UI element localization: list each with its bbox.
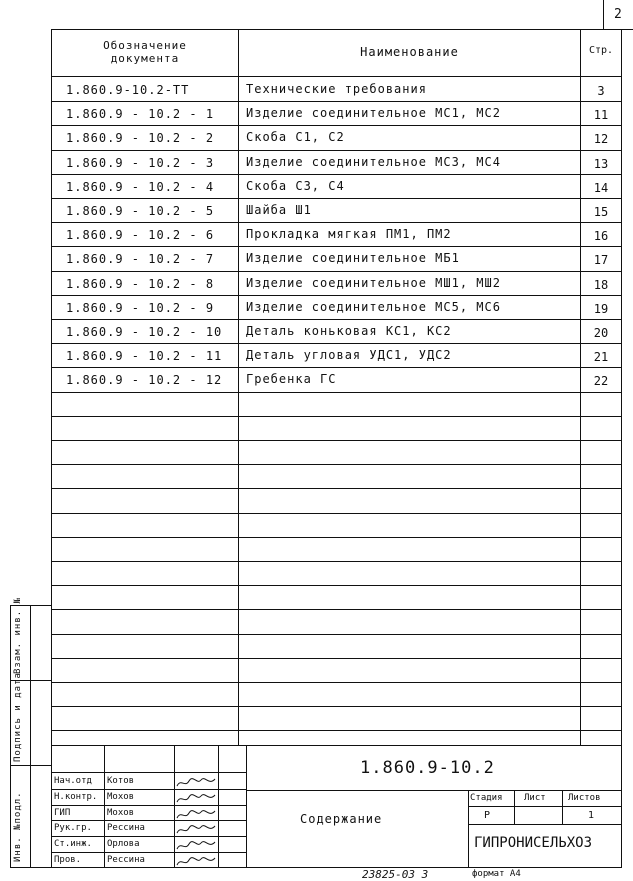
side-label-vzam-inv: Взам. инв. № <box>13 596 23 674</box>
format-label: формат А4 <box>472 869 521 879</box>
signature-row <box>51 836 246 852</box>
row-name: Технические требования <box>246 82 427 96</box>
signature-row <box>51 852 246 868</box>
row-name: Изделие соединительное МБ1 <box>246 251 460 265</box>
row-name: Гребенка ГС <box>246 372 337 386</box>
sheet-label: Лист <box>524 793 546 803</box>
row-name: Прокладка мягкая ПМ1, ПМ2 <box>246 227 452 241</box>
row-page: 3 <box>597 84 605 98</box>
row-name: Скоба С3, С4 <box>246 179 345 193</box>
row-code: 1.860.9 - 10.2 - 9 <box>66 301 215 315</box>
signature-name: Орлова <box>107 839 140 849</box>
table-row <box>52 271 621 295</box>
row-code: 1.860.9 - 10.2 - 4 <box>66 180 215 194</box>
row-page: 16 <box>593 229 609 243</box>
row-name: Изделие соединительное МС5, МС6 <box>246 300 501 314</box>
table-row <box>52 367 621 391</box>
signature-role: Рук.гр. <box>54 823 92 833</box>
row-page: 15 <box>593 205 609 219</box>
row-name: Изделие соединительное МС1, МС2 <box>246 106 501 120</box>
table-row <box>52 246 621 270</box>
header-designation-line1: Обозначение <box>103 39 187 52</box>
sheets-label: Листов <box>568 793 601 803</box>
row-page: 12 <box>593 132 609 146</box>
handwritten-signature-icon <box>175 837 220 850</box>
row-page: 19 <box>593 302 609 316</box>
handwritten-signature-icon <box>175 806 220 819</box>
table-row <box>52 77 621 101</box>
doc-title: Содержание <box>300 812 383 826</box>
header-designation <box>52 40 238 64</box>
row-code: 1.860.9 - 10.2 - 12 <box>66 373 223 387</box>
signature-row <box>51 820 246 836</box>
side-label-inv-orig: Инв. №подл. <box>13 791 23 862</box>
signature-row <box>51 789 246 805</box>
signature-name: Мохов <box>107 808 135 818</box>
row-code: 1.860.9 - 10.2 - 11 <box>66 349 223 363</box>
signature-role: Пров. <box>54 855 82 865</box>
side-label-sign-date: Подпись и дата <box>13 672 23 762</box>
signature-role: Нач.отд <box>54 776 92 786</box>
stage-value: Р <box>484 810 491 821</box>
organization-name: ГИПРОНИСЕЛЬХОЗ <box>474 835 593 851</box>
signature-name: Рессина <box>107 855 145 865</box>
table-row <box>52 125 621 149</box>
signature-role: Ст.инж. <box>54 839 92 849</box>
table-row <box>52 174 621 198</box>
row-page: 20 <box>593 326 609 340</box>
row-page: 11 <box>593 108 609 122</box>
table-row <box>52 343 621 367</box>
row-page: 18 <box>593 278 609 292</box>
row-name: Деталь коньковая КС1, КС2 <box>246 324 452 338</box>
signature-name: Рессина <box>107 823 145 833</box>
row-code: 1.860.9-10.2-ТТ <box>66 83 190 97</box>
row-page: 13 <box>593 157 609 171</box>
doc-code: 1.860.9-10.2 <box>360 758 495 778</box>
header-name: Наименование <box>360 45 459 59</box>
signature-role: Н.контр. <box>54 792 98 802</box>
archive-number: 23825-03 3 <box>362 868 429 881</box>
table-row <box>52 319 621 343</box>
handwritten-signature-icon <box>175 821 220 834</box>
row-code: 1.860.9 - 10.2 - 6 <box>66 228 215 242</box>
handwritten-signature-icon <box>175 853 220 866</box>
handwritten-signature-icon <box>175 774 220 787</box>
sheet-number: 2 <box>614 7 622 22</box>
table-row <box>52 295 621 319</box>
header-page: Стр. <box>588 45 614 56</box>
row-code: 1.860.9 - 10.2 - 5 <box>66 204 215 218</box>
signature-name: Мохов <box>107 792 135 802</box>
signature-name: Котов <box>107 776 135 786</box>
row-code: 1.860.9 - 10.2 - 3 <box>66 156 215 170</box>
handwritten-signature-icon <box>175 790 220 803</box>
signature-row <box>51 805 246 821</box>
signature-role: ГИП <box>54 808 71 818</box>
table-row <box>52 101 621 125</box>
row-code: 1.860.9 - 10.2 - 10 <box>66 325 223 339</box>
row-page: 22 <box>593 374 609 388</box>
row-page: 21 <box>593 350 609 364</box>
row-code: 1.860.9 - 10.2 - 8 <box>66 277 215 291</box>
table-row <box>52 222 621 246</box>
row-code: 1.860.9 - 10.2 - 1 <box>66 107 215 121</box>
stage-label: Стадия <box>470 793 503 803</box>
table-row <box>52 150 621 174</box>
header-designation-line2: документа <box>110 52 180 65</box>
row-page: 14 <box>593 181 609 195</box>
sheets-value: 1 <box>588 810 595 821</box>
row-name: Изделие соединительное МС3, МС4 <box>246 155 501 169</box>
table-row <box>52 198 621 222</box>
row-name: Скоба С1, С2 <box>246 130 345 144</box>
row-name: Шайба Ш1 <box>246 203 312 217</box>
row-code: 1.860.9 - 10.2 - 7 <box>66 252 215 266</box>
row-page: 17 <box>593 253 609 267</box>
row-name: Деталь угловая УДС1, УДС2 <box>246 348 452 362</box>
row-name: Изделие соединительное МШ1, МШ2 <box>246 276 501 290</box>
signature-row <box>51 773 246 789</box>
row-code: 1.860.9 - 10.2 - 2 <box>66 131 215 145</box>
